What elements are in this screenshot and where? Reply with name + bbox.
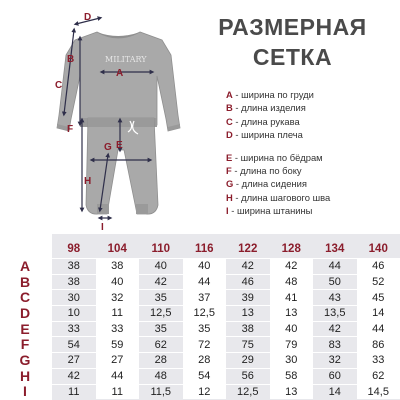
size-table — [52, 234, 400, 400]
table-cell: 44 — [357, 322, 400, 337]
table-cell: 42 — [67, 370, 80, 383]
table-cell: 12,5 — [183, 306, 227, 321]
marker-g: G — [104, 142, 112, 153]
table-cell: 42 — [270, 259, 314, 274]
legend-item-e: E - ширина по бёдрам — [226, 151, 323, 163]
row-label-g: G — [19, 351, 31, 368]
table-cell: 86 — [357, 337, 400, 352]
table-cell: 52 — [357, 275, 400, 290]
table-cell: 14,5 — [357, 385, 400, 400]
size-table-body — [52, 258, 400, 399]
row-label-b: B — [19, 273, 31, 290]
row-label-f: F — [20, 336, 30, 353]
table-cell: 13 — [270, 306, 314, 321]
table-cell: 54 — [183, 369, 227, 384]
table-cell: 11 — [96, 385, 140, 400]
marker-d: D — [84, 12, 92, 23]
legend-item-i: I - ширина штанины — [226, 205, 313, 217]
table-row — [52, 368, 400, 384]
table-cell: 30 — [270, 353, 314, 368]
size-header-0: 98 — [67, 243, 81, 255]
legend-item-h: H - длина шагового шва — [226, 191, 331, 203]
table-cell: 27 — [67, 354, 80, 367]
table-cell: 41 — [270, 290, 314, 305]
table-cell: 33 — [96, 322, 140, 337]
measurement-legend — [226, 88, 396, 218]
marker-b: B — [67, 54, 75, 65]
garment-diagram — [0, 0, 200, 230]
table-cell: 40 — [154, 260, 167, 273]
row-label-i: I — [23, 383, 27, 400]
table-cell: 35 — [183, 322, 227, 337]
marker-e: E — [116, 140, 123, 151]
marker-a: A — [116, 68, 124, 79]
size-header-6: 134 — [325, 243, 345, 255]
size-header-5: 128 — [281, 243, 301, 255]
table-cell: 72 — [183, 337, 227, 352]
table-row — [52, 289, 400, 305]
size-header-3: 116 — [194, 243, 214, 255]
title-line-1: РАЗМЕРНАЯ — [218, 14, 367, 40]
table-cell: 33 — [67, 323, 80, 336]
table-cell: 12 — [183, 385, 227, 400]
table-row — [52, 258, 400, 274]
table-cell: 60 — [328, 370, 341, 383]
table-cell: 38 — [96, 259, 140, 274]
table-cell: 42 — [154, 276, 167, 289]
marker-h: H — [84, 176, 92, 187]
legend-item-d: D - ширина плеча — [226, 129, 303, 141]
table-cell: 40 — [96, 275, 140, 290]
row-label-e: E — [20, 320, 30, 337]
table-cell: 44 — [96, 369, 140, 384]
table-cell: 75 — [241, 338, 254, 351]
table-cell: 62 — [357, 369, 400, 384]
table-cell: 13,5 — [324, 307, 346, 320]
table-cell: 79 — [270, 337, 314, 352]
table-cell: 38 — [67, 276, 80, 289]
table-cell: 11 — [68, 385, 80, 398]
table-cell: 48 — [154, 370, 167, 383]
sweatshirt-illustration — [57, 32, 180, 131]
table-cell: 12,5 — [237, 385, 259, 398]
size-header-2: 110 — [151, 243, 171, 255]
legend-gap — [226, 142, 396, 151]
table-cell: 27 — [96, 353, 140, 368]
legend-item-b: B - длина изделия — [226, 102, 306, 114]
table-cell: 11 — [96, 306, 140, 321]
table-cell: 11,5 — [150, 385, 172, 398]
legend-item-c: C - длина рукава — [226, 115, 300, 127]
table-cell: 38 — [67, 260, 80, 273]
marker-c: C — [55, 80, 63, 91]
table-cell: 35 — [154, 323, 167, 336]
table-cell: 14 — [357, 306, 400, 321]
table-cell: 46 — [241, 276, 254, 289]
table-cell: 62 — [154, 338, 167, 351]
table-cell: 39 — [241, 291, 254, 304]
table-row — [52, 384, 400, 400]
size-header-1: 104 — [107, 243, 127, 255]
table-cell: 38 — [241, 323, 254, 336]
table-cell: 32 — [328, 354, 341, 367]
table-cell: 45 — [357, 290, 400, 305]
table-row — [52, 352, 400, 368]
legend-item-g: G - длина сидения — [226, 178, 307, 190]
table-cell: 14 — [328, 385, 341, 398]
size-header-7: 140 — [368, 243, 388, 255]
row-label-d: D — [19, 304, 31, 321]
size-table-row-labels — [0, 258, 50, 399]
row-label-c: C — [19, 289, 31, 306]
table-cell: 28 — [183, 353, 227, 368]
table-row — [52, 305, 400, 321]
title-line-2: СЕТКА — [252, 44, 333, 70]
table-row — [52, 336, 400, 352]
table-cell: 44 — [328, 260, 341, 273]
table-cell: 35 — [154, 291, 167, 304]
legend-item-a: A - ширина по груди — [226, 89, 314, 100]
table-cell: 48 — [270, 275, 314, 290]
table-cell: 42 — [241, 260, 254, 273]
row-label-h: H — [19, 367, 31, 384]
marker-f: F — [67, 124, 74, 135]
table-row — [52, 321, 400, 337]
legend-item-f: F - длина по боку — [226, 165, 302, 177]
pants-illustration — [86, 118, 158, 214]
table-cell: 32 — [96, 290, 140, 305]
marker-i: I — [101, 222, 104, 230]
table-cell: 43 — [328, 291, 341, 304]
table-cell: 83 — [328, 338, 341, 351]
size-table-header — [52, 234, 400, 258]
table-cell: 40 — [183, 259, 227, 274]
print-text: MILITARY — [105, 55, 147, 64]
table-cell: 42 — [328, 323, 341, 336]
table-cell: 33 — [357, 353, 400, 368]
table-cell: 56 — [241, 370, 254, 383]
table-cell: 44 — [183, 275, 227, 290]
table-cell: 28 — [154, 354, 167, 367]
table-cell: 13 — [270, 385, 314, 400]
table-cell: 54 — [67, 338, 80, 351]
table-cell: 30 — [67, 291, 80, 304]
table-cell: 10 — [67, 307, 80, 320]
table-cell: 59 — [96, 337, 140, 352]
row-label-a: A — [19, 257, 31, 274]
table-cell: 40 — [270, 322, 314, 337]
table-cell: 58 — [270, 369, 314, 384]
table-cell: 13 — [241, 307, 254, 320]
table-row — [52, 274, 400, 290]
size-header-4: 122 — [238, 243, 258, 255]
table-cell: 29 — [241, 354, 254, 367]
table-cell: 46 — [357, 259, 400, 274]
table-cell: 12,5 — [150, 307, 172, 320]
table-cell: 50 — [328, 276, 341, 289]
page-title — [200, 12, 385, 72]
table-cell: 37 — [183, 290, 227, 305]
